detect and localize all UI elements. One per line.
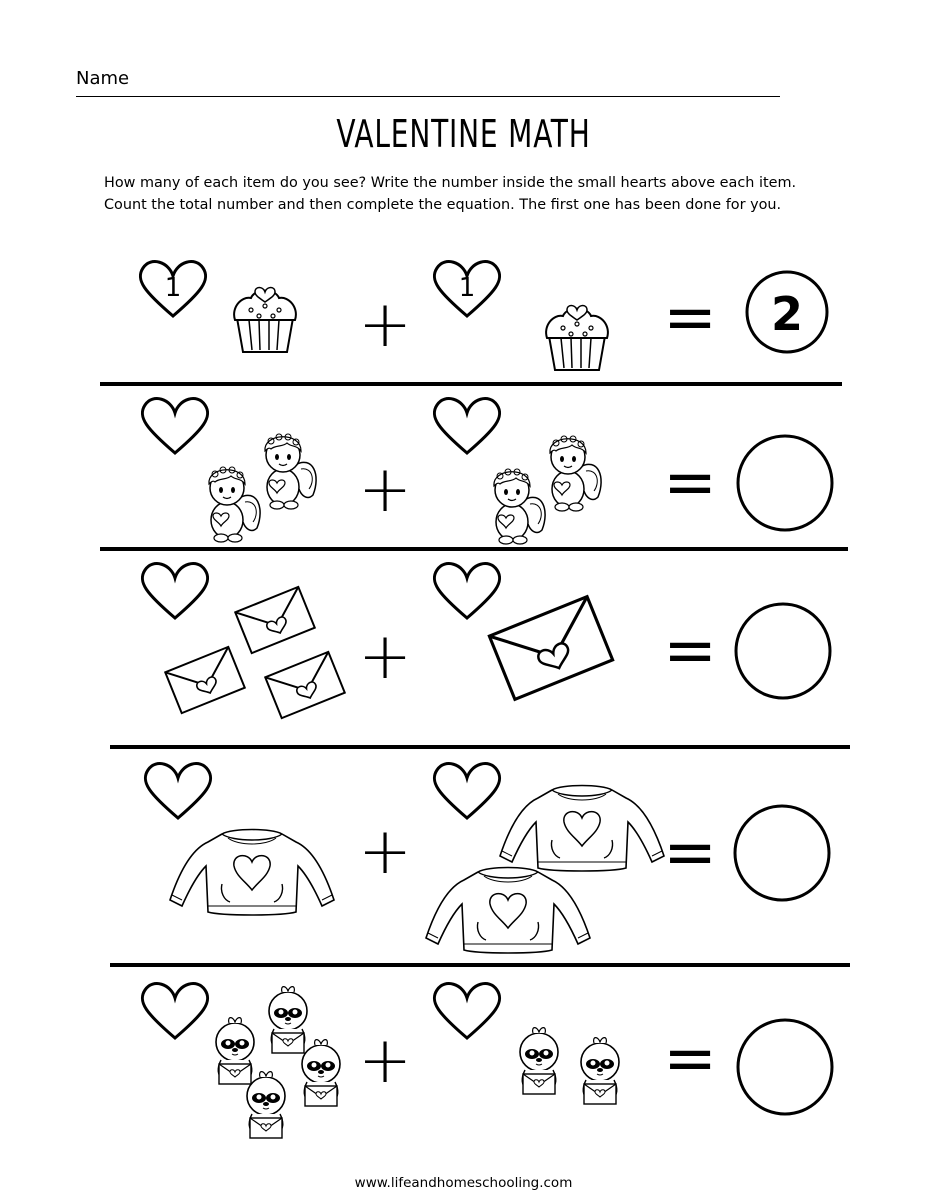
envelope-icon [489, 597, 612, 700]
equals-sign: = [663, 281, 717, 355]
envelope-icon [265, 652, 345, 718]
cupid-icon [494, 469, 545, 544]
count-heart-left[interactable] [142, 564, 207, 618]
sloth-icon [247, 1072, 285, 1138]
sloth-icon [269, 987, 307, 1053]
equals-sign: = [663, 614, 717, 688]
count-heart-left[interactable] [142, 984, 207, 1038]
plus-sign: + [358, 288, 412, 362]
answer-circle[interactable] [735, 806, 829, 900]
count-heart-right-text: 1 [458, 273, 476, 303]
cupcake-icon [234, 288, 296, 353]
problem-row-5 [142, 984, 832, 1138]
count-heart-left[interactable] [145, 764, 210, 818]
cupid-icon [550, 436, 601, 511]
cupcake-icon [546, 306, 608, 371]
sweater-icon [170, 830, 334, 916]
problem-row-2 [142, 399, 832, 544]
problem-row-1 [140, 262, 827, 370]
name-label: Name [76, 68, 130, 89]
sloth-icon [520, 1028, 558, 1094]
plus-sign: + [358, 815, 412, 889]
instruction-line-2: Count the total number and then complete the equation. The first one has been done for you. [104, 197, 782, 213]
count-heart-right[interactable] [434, 262, 499, 316]
count-heart-right[interactable] [434, 564, 499, 618]
cupid-icon [209, 467, 260, 542]
sweater-icon [500, 786, 664, 872]
count-heart-left-text: 1 [164, 273, 182, 303]
count-heart-left[interactable] [140, 262, 205, 316]
sloth-icon [216, 1018, 254, 1084]
envelope-icon [165, 647, 245, 713]
count-heart-right[interactable] [434, 984, 499, 1038]
envelope-icon [235, 587, 315, 653]
sweater-icon [426, 868, 590, 954]
instruction-line-1: How many of each item do you see? Write the number inside the small hearts above each item. [104, 175, 797, 191]
equals-sign: = [663, 1022, 717, 1096]
cupid-icon [265, 434, 316, 509]
plus-sign: + [358, 1024, 412, 1098]
count-heart-left[interactable] [142, 399, 207, 453]
plus-sign: + [358, 453, 412, 527]
answer-circle[interactable] [738, 436, 832, 530]
equals-sign: = [663, 816, 717, 890]
sloth-icon [302, 1040, 340, 1106]
answer-circle[interactable] [738, 1020, 832, 1114]
problem-row-3 [142, 564, 830, 719]
worksheet-title: VALENTINE MATH [336, 112, 591, 156]
sloth-icon [581, 1038, 619, 1104]
plus-sign: + [358, 620, 412, 694]
answer-text: 2 [770, 287, 804, 341]
problem-row-4 [145, 764, 829, 953]
footer-url: www.lifeandhomeschooling.com [354, 1175, 573, 1191]
equals-sign: = [663, 446, 717, 520]
count-heart-right[interactable] [434, 399, 499, 453]
count-heart-right[interactable] [434, 764, 499, 818]
answer-circle[interactable] [736, 604, 830, 698]
